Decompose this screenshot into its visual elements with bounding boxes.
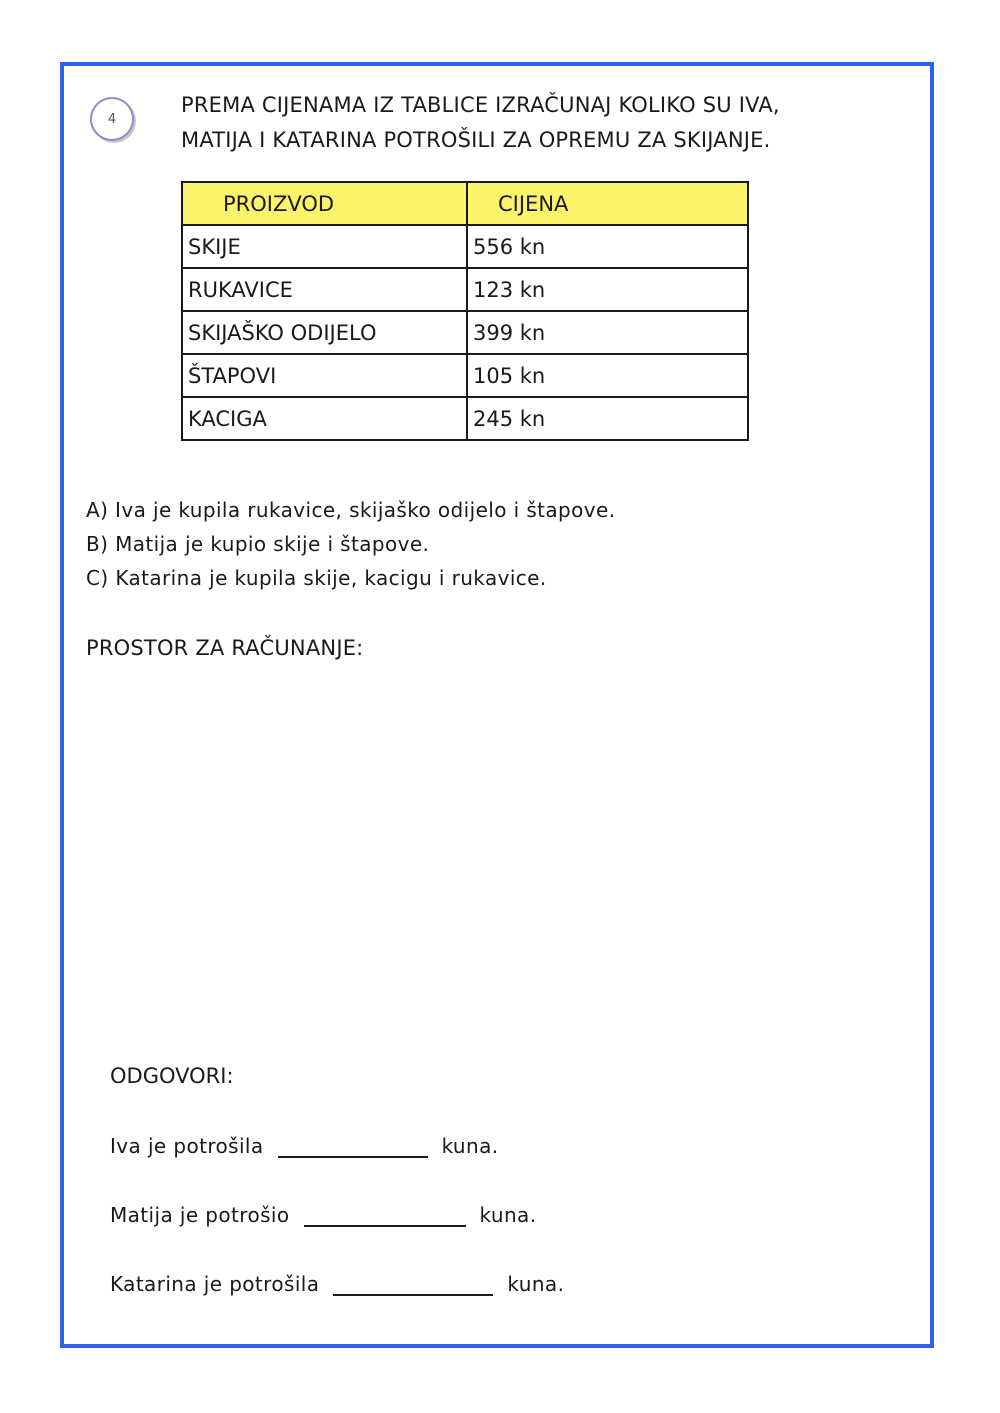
task-instruction-line-2: MATIJA I KATARINA POTROŠILI ZA OPREMU ZA SKIJANJE. (181, 128, 771, 152)
product-cell: KACIGA (182, 397, 467, 440)
header-price: CIJENA (467, 182, 748, 225)
header-product: PROIZVOD (182, 182, 467, 225)
price-cell: 399 kn (467, 311, 748, 354)
question-c: C) Katarina je kupila skije, kacigu i rukavice. (86, 566, 547, 590)
price-table (181, 181, 749, 441)
answer-blank-iva[interactable] (278, 1134, 428, 1158)
price-cell: 245 kn (467, 397, 748, 440)
answer-blank-katarina[interactable] (333, 1272, 493, 1296)
answer-suffix: kuna. (507, 1272, 565, 1296)
price-cell: 123 kn (467, 268, 748, 311)
price-cell: 556 kn (467, 225, 748, 268)
answer-blank-matija[interactable] (304, 1203, 466, 1227)
table-row (182, 225, 748, 268)
answer-prefix: Katarina je potrošila (110, 1272, 320, 1296)
calculation-space-label: PROSTOR ZA RAČUNANJE: (86, 636, 364, 660)
price-cell: 105 kn (467, 354, 748, 397)
product-cell: RUKAVICE (182, 268, 467, 311)
answers-title: ODGOVORI: (110, 1064, 234, 1088)
table-row (182, 268, 748, 311)
task-number: 4 (107, 111, 117, 127)
question-list (86, 493, 615, 595)
task-instruction-line-1: PREMA CIJENAMA IZ TABLICE IZRAČUNAJ KOLIKO SU IVA, (181, 93, 780, 117)
product-cell: ŠTAPOVI (182, 354, 467, 397)
answer-iva (110, 1134, 499, 1158)
answer-katarina (110, 1272, 564, 1296)
answer-matija (110, 1203, 536, 1227)
table-header-row (182, 182, 748, 225)
table-row (182, 311, 748, 354)
question-a: A) Iva je kupila rukavice, skijaško odijelo i štapove. (86, 498, 616, 522)
question-b: B) Matija je kupio skije i štapove. (86, 532, 430, 556)
task-number-badge (90, 97, 134, 141)
table-row (182, 397, 748, 440)
product-cell: SKIJE (182, 225, 467, 268)
answer-suffix: kuna. (479, 1203, 537, 1227)
answer-prefix: Iva je potrošila (110, 1134, 264, 1158)
product-cell: SKIJAŠKO ODIJELO (182, 311, 467, 354)
answer-suffix: kuna. (441, 1134, 499, 1158)
task-instruction (181, 88, 821, 158)
answer-prefix: Matija je potrošio (110, 1203, 290, 1227)
table-row (182, 354, 748, 397)
